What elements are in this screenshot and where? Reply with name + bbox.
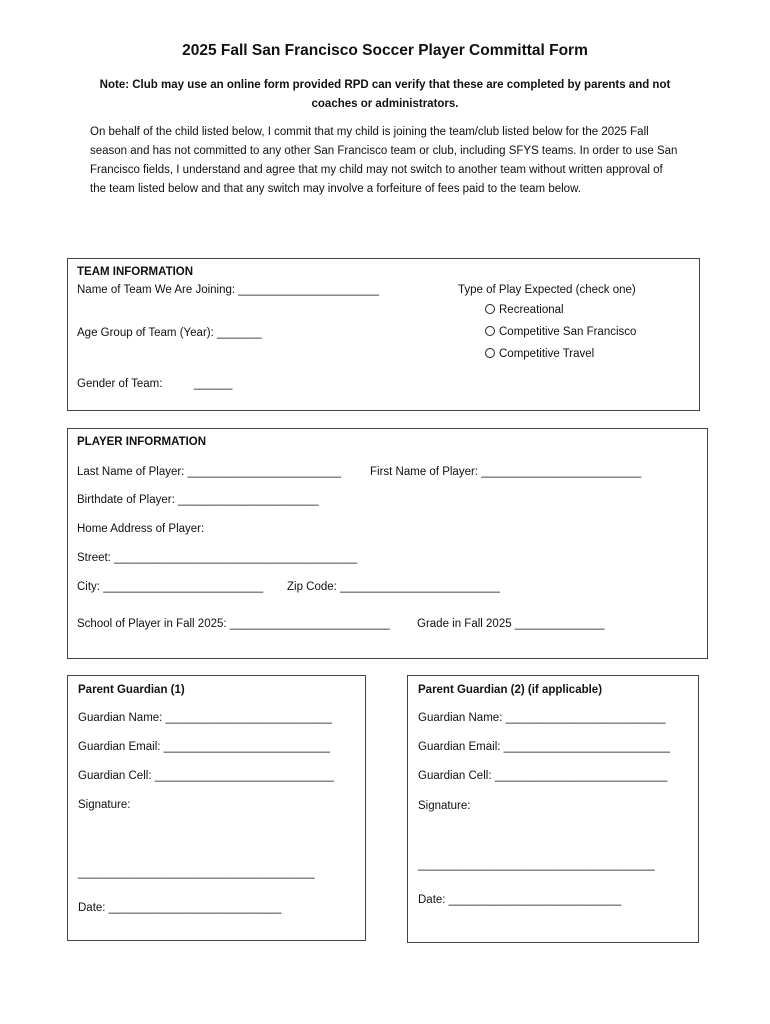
team-section-heading: TEAM INFORMATION [77, 266, 194, 278]
gender-field[interactable]: ______ [194, 378, 233, 390]
home-address-label: Home Address of Player: [77, 523, 205, 535]
guardian-2-email-field[interactable]: Guardian Email: __________________________ [418, 741, 670, 753]
radio-circle-icon[interactable] [485, 326, 495, 336]
guardian-1-cell-field[interactable]: Guardian Cell: ____________________________ [78, 770, 334, 782]
birthdate-field[interactable]: Birthdate of Player: ______________________ [77, 494, 319, 506]
guardian-2-heading: Parent Guardian (2) (if applicable) [418, 684, 603, 696]
play-option-label: Recreational [499, 304, 564, 316]
intro-paragraph: On behalf of the child listed below, I commit that my child is joining the team/club listed below for the 2025 Fall season and has not committed to any other San Francisco team or club, including SFYS teams. In order to use San Francisco fields, I understand and agree that my child may not switch to another team without written approval of the team listed below and that any switch may involve a forfeiture of fees paid to the team below. [90, 126, 678, 195]
play-option-competitive-sf[interactable] [485, 326, 636, 338]
guardian-2-signature-line[interactable]: _____________________________________ [418, 859, 655, 871]
first-name-field[interactable]: First Name of Player: _________________________ [370, 466, 642, 478]
school-field[interactable]: School of Player in Fall 2025: _________________________ [77, 618, 390, 630]
play-type-label: Type of Play Expected (check one) [458, 284, 636, 296]
last-name-field[interactable]: Last Name of Player: ________________________ [77, 466, 342, 478]
guardian-1-signature-label: Signature: [78, 799, 131, 811]
play-option-competitive-travel[interactable] [485, 348, 594, 360]
guardian-1-email-field[interactable]: Guardian Email: __________________________ [78, 741, 330, 753]
note-text: Note: Club may use an online form provided RPD can verify that these are completed by parents and not coaches or administrators. [99, 79, 671, 110]
guardian-2-section [407, 675, 699, 943]
city-field[interactable]: City: _________________________ [77, 581, 264, 593]
guardian-2-name-field[interactable]: Guardian Name: _________________________ [418, 712, 666, 724]
street-field[interactable]: Street: ______________________________________ [77, 552, 358, 564]
age-group-field[interactable]: Age Group of Team (Year): _______ [77, 327, 262, 339]
zip-code-field[interactable]: Zip Code: _________________________ [287, 581, 500, 593]
play-option-label: Competitive Travel [499, 348, 595, 360]
player-information-section [67, 428, 708, 659]
guardian-1-signature-line[interactable]: _____________________________________ [78, 867, 315, 879]
player-section-heading: PLAYER INFORMATION [77, 436, 207, 448]
play-option-label: Competitive San Francisco [499, 326, 637, 338]
radio-circle-icon[interactable] [485, 304, 495, 314]
guardian-1-section [67, 675, 366, 941]
guardian-1-date-field[interactable]: Date: ___________________________ [78, 902, 282, 914]
guardian-2-date-field[interactable]: Date: ___________________________ [418, 894, 622, 906]
guardian-2-signature-label: Signature: [418, 800, 471, 812]
grade-field[interactable]: Grade in Fall 2025 ______________ [417, 618, 605, 630]
team-information-section [67, 258, 700, 411]
play-option-recreational[interactable] [485, 304, 564, 316]
form-title: 2025 Fall San Francisco Soccer Player Committal Form [182, 42, 588, 59]
team-name-field[interactable]: Name of Team We Are Joining: ______________________ [77, 284, 379, 296]
gender-label: Gender of Team: [77, 378, 163, 390]
radio-circle-icon[interactable] [485, 348, 495, 358]
guardian-1-heading: Parent Guardian (1) [78, 684, 185, 696]
guardian-1-name-field[interactable]: Guardian Name: __________________________ [78, 712, 332, 724]
guardian-2-cell-field[interactable]: Guardian Cell: ___________________________ [418, 770, 668, 782]
